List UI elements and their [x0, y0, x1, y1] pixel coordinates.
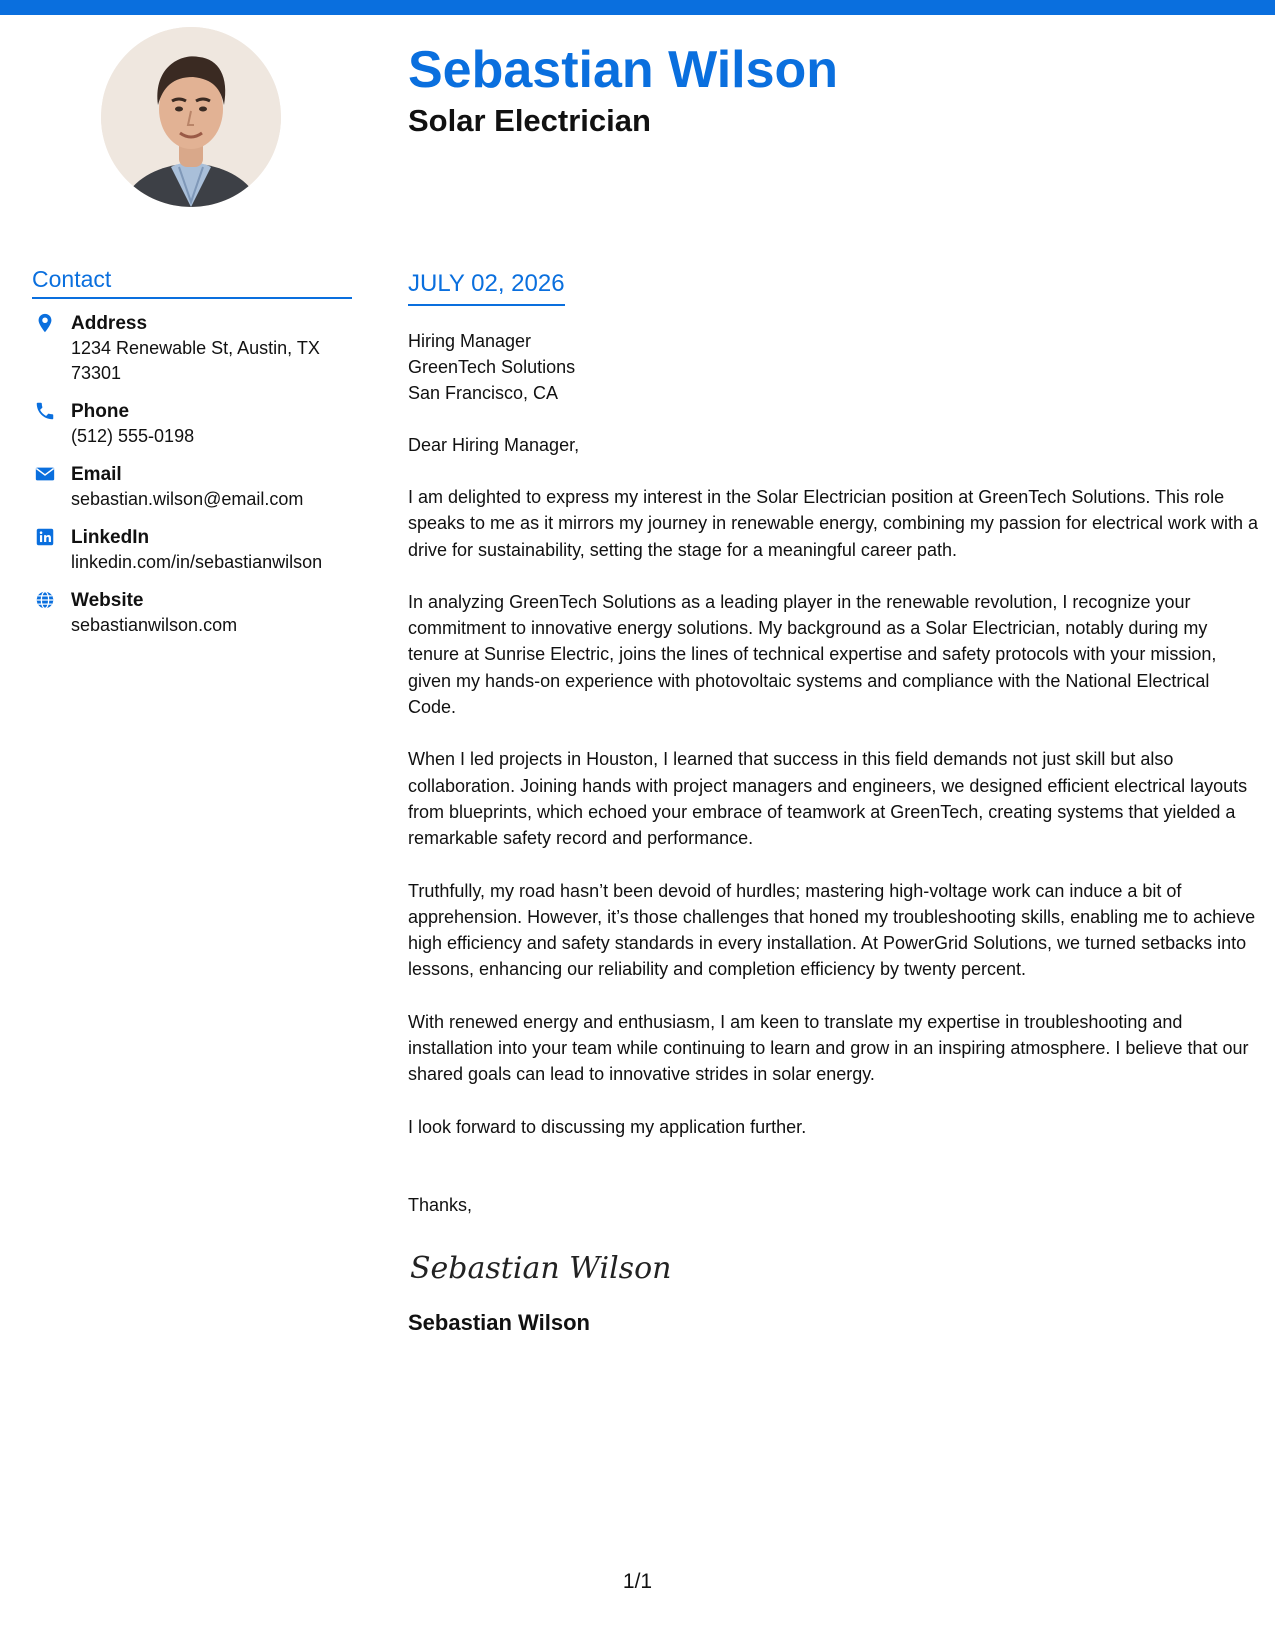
contact-value: linkedin.com/in/sebastianwilson	[71, 552, 323, 572]
contact-item-email	[32, 462, 352, 512]
envelope-icon	[34, 463, 56, 485]
contact-label: Phone	[71, 401, 130, 422]
contact-item-phone	[32, 399, 352, 449]
handwritten-signature	[408, 1236, 708, 1294]
linkedin-icon	[34, 526, 56, 548]
signer-name: Sebastian Wilson	[408, 1309, 590, 1335]
paragraph: When I led projects in Houston, I learned that success in this field demands not just skill but also collaboration. Joining hands with project managers and engineers, we designed efficient electrical layouts from blueprints, which echoed your embrace of teamwork at GreenTech, creating systems that yielded a remarkable safety record and performance.	[408, 749, 1248, 849]
contact-item-address	[32, 311, 352, 386]
paragraph: Truthfully, my road hasn’t been devoid of hurdles; mastering high-voltage work can induce a bit of apprehension. However, it’s those challenges that honed my troubleshooting skills, enabling me to achieve high efficiency and safety standards in every installation. At PowerGrid Solutions, we turned setbacks into lessons, enhancing our reliability and completion efficiency by twenty percent.	[408, 880, 1256, 980]
paragraph: With renewed energy and enthusiasm, I am keen to translate my expertise in troubleshooting and installation into your team while continuing to learn and grow in an inspiring atmosphere. I believe that our shared goals can lead to innovative strides in solar energy.	[408, 1011, 1249, 1085]
greeting: Dear Hiring Manager,	[408, 435, 580, 455]
recipient-line: Hiring Manager	[408, 331, 532, 351]
contact-value: 1234 Renewable St, Austin, TX 73301	[71, 338, 320, 383]
contact-value: sebastianwilson.com	[71, 615, 238, 635]
paragraph: I look forward to discussing my application further.	[408, 1116, 807, 1137]
contact-label: Address	[71, 313, 148, 334]
recipient-line: San Francisco, CA	[408, 383, 559, 403]
globe-icon	[34, 589, 56, 611]
candidate-name: Sebastian Wilson	[408, 41, 839, 99]
signature-text: Sebastian Wilson	[410, 1250, 672, 1286]
letter-body	[408, 270, 1258, 1336]
contact-label: LinkedIn	[71, 527, 150, 548]
profile-photo	[101, 27, 281, 207]
contact-value: sebastian.wilson@email.com	[71, 489, 304, 509]
map-pin-icon	[34, 312, 56, 334]
recipient-block	[408, 328, 1258, 406]
closing: Thanks,	[408, 1194, 473, 1215]
letter-date: JULY 02, 2026	[408, 270, 565, 306]
paragraph: In analyzing GreenTech Solutions as a leading player in the renewable revolution, I recognize your commitment to innovative energy solutions. My background as a Solar Electrician, notably during my tenure at Sunrise Electric, joins the lines of technical expertise and safety protocols with your mission, given my hands-on experience with photovoltaic systems and compliance with the National Electrical Code.	[408, 591, 1217, 718]
contact-value: (512) 555-0198	[71, 426, 195, 446]
candidate-title: Solar Electrician	[408, 103, 651, 138]
top-accent-bar	[0, 0, 1275, 15]
paragraph: I am delighted to express my interest in the Solar Electrician position at GreenTech Solutions. This role speaks to me as it mirrors my journey in renewable energy, combining my passion for electrical work with a drive for sustainability, setting the stage for a meaningful career path.	[408, 487, 1258, 560]
contact-heading: Contact	[32, 266, 352, 299]
contact-item-linkedin	[32, 525, 352, 575]
contact-label: Website	[71, 590, 144, 611]
contact-section	[32, 266, 352, 651]
recipient-line: GreenTech Solutions	[408, 357, 576, 377]
page-number: 1/1	[622, 1570, 653, 1593]
phone-icon	[34, 400, 56, 422]
contact-item-website	[32, 588, 352, 638]
contact-label: Email	[71, 464, 122, 485]
